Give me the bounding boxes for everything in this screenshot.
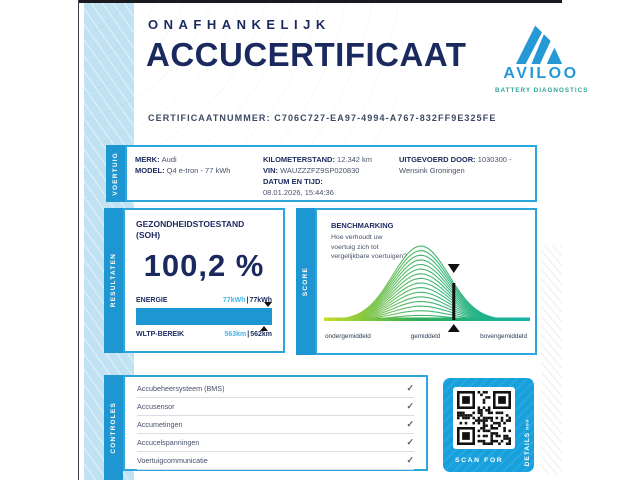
section-tab-voertuig [106,145,125,202]
benchmarking-title: BENCHMARKING [331,221,394,230]
soh-heading-line2: (SOH) [136,230,161,240]
certificate-page [78,0,589,480]
benchmarking-desc-line2: voertuig zich tot [331,243,379,251]
brand-name: AVILOO [503,65,579,82]
vehicle-merk-row [135,154,263,165]
energie-label: ENERGIE [136,297,168,304]
chevrons-icon: »»» [524,418,531,430]
vehicle-info-box [125,145,537,202]
benchmarking-desc-line3: vergelijkbare voertuigen? [331,253,407,260]
section-tab-score [296,208,315,355]
wltp-row [136,331,272,338]
marker-down-icon [264,302,272,307]
controles-tab-label: CONTROLES [110,401,117,454]
qr-code-icon [457,391,511,445]
vehicle-datum-label-row [263,176,399,187]
checklist-item-label: Accumetingen [137,420,183,429]
qr-code-block [443,378,534,472]
model-label: MODEL: [135,166,167,175]
merk-value: Audi [161,155,177,164]
benchmarking-box [315,208,537,355]
vehicle-col-3 [399,154,527,193]
resultaten-tab-label: RESULTATEN [110,253,117,308]
benchmarking-desc-line1: Hoe verhoudt uw [331,234,383,241]
axis-label-bovengemiddeld: bovengemiddeld [480,333,527,340]
model-value: Q4 e-tron - 77 kWh [166,166,231,175]
wltp-label: WLTP-BEREIK [136,331,185,338]
vin-value: WAUZZZFZ9SP020830 [280,166,360,175]
details-vertical-caption [524,419,531,466]
datum-label: DATUM EN TIJD: [263,177,323,186]
axis-label-gemiddeld: gemiddeld [410,333,441,340]
checklist-item-label: Accusensor [137,402,175,411]
checklist-item-label: Accucelspanningen [137,438,200,447]
soh-heading [136,219,272,241]
vin-label: VIN: [263,166,281,175]
checklist-item-label: Accubeheersysteem (BMS) [137,384,225,393]
checkmark-icon: ✓ [406,383,414,393]
page-top-border [79,0,562,3]
wltp-values [224,331,272,338]
checkmark-icon: ✓ [406,419,414,429]
uitgevoerd-door-label: UITGEVOERD DOOR: [399,155,478,164]
uitgevoerd-door-value: 1030300 - Wensink Groningen [399,155,512,175]
wltp-separator: | [247,331,250,338]
details-caption-text: DETAILS [524,431,531,466]
checklist-row [137,398,414,416]
brand-tagline: BATTERY DIAGNOSTICS [495,87,589,94]
aviloo-mountain-icon [512,16,570,64]
checkmark-icon: ✓ [406,455,414,465]
axis-label-ondergemiddeld: ondergemiddeld [325,333,371,340]
section-tab-resultaten [104,208,123,353]
bell-curve-chart [324,240,530,336]
kilometerstand-label: KILOMETERSTAND: [263,155,338,164]
section-tab-controles [104,375,123,480]
energie-original-value: 77kWh [249,297,272,304]
controls-checklist-box [123,375,428,471]
certificate-number-line [148,113,496,123]
kilometerstand-value: 12.342 km [337,155,373,164]
hatch-pattern-decoration [541,245,562,475]
header-kicker: ONAFHANKELIJK [148,17,331,32]
energy-bar-fill [136,308,272,325]
vehicle-model-row [135,165,263,176]
page-title: ACCUCERTIFICAAT [146,36,467,73]
vehicle-datum-value-row [263,187,399,198]
score-tab-label: SCORE [302,266,309,297]
datum-value: 08.01.2026, 15:44:36 [263,188,334,197]
checklist-row [137,434,414,452]
vehicle-col-2 [263,154,399,197]
checklist-row [137,416,414,434]
results-box [123,208,285,353]
certificate-number-label: CERTIFICAATNUMMER: [148,113,275,123]
certificate-number-value: C706C727-EA97-4994-A767-832FF9E325FE [274,113,497,123]
soh-heading-line1: GEZONDHEIDSTOESTAND [136,219,245,229]
checklist-row [137,380,414,398]
energie-separator: | [246,297,249,304]
energie-row [136,297,272,304]
vehicle-col-1 [135,154,263,193]
voertuig-tab-label: VOERTUIG [112,151,119,196]
scan-for-caption: SCAN FOR [455,457,504,464]
vehicle-km-row [263,154,399,165]
energy-bar [136,308,272,325]
checkmark-icon: ✓ [406,401,414,411]
wltp-current-value: 563km [224,331,247,338]
vehicle-vin-row [263,165,399,176]
merk-label: MERK: [135,155,162,164]
soh-value: 100,2 % [143,248,265,283]
vehicle-uitgevoerd-row [399,154,527,176]
brand-logo [495,16,587,94]
energie-current-value: 77kWh [222,297,246,304]
checklist-row [137,452,414,470]
qr-code-panel [453,387,515,449]
checkmark-icon: ✓ [406,437,414,447]
checklist-item-label: Voertuigcommunicatie [137,456,208,465]
wltp-original-value: 562km [250,331,272,338]
marker-up-icon [260,326,268,331]
benchmark-axis-labels [325,333,527,340]
